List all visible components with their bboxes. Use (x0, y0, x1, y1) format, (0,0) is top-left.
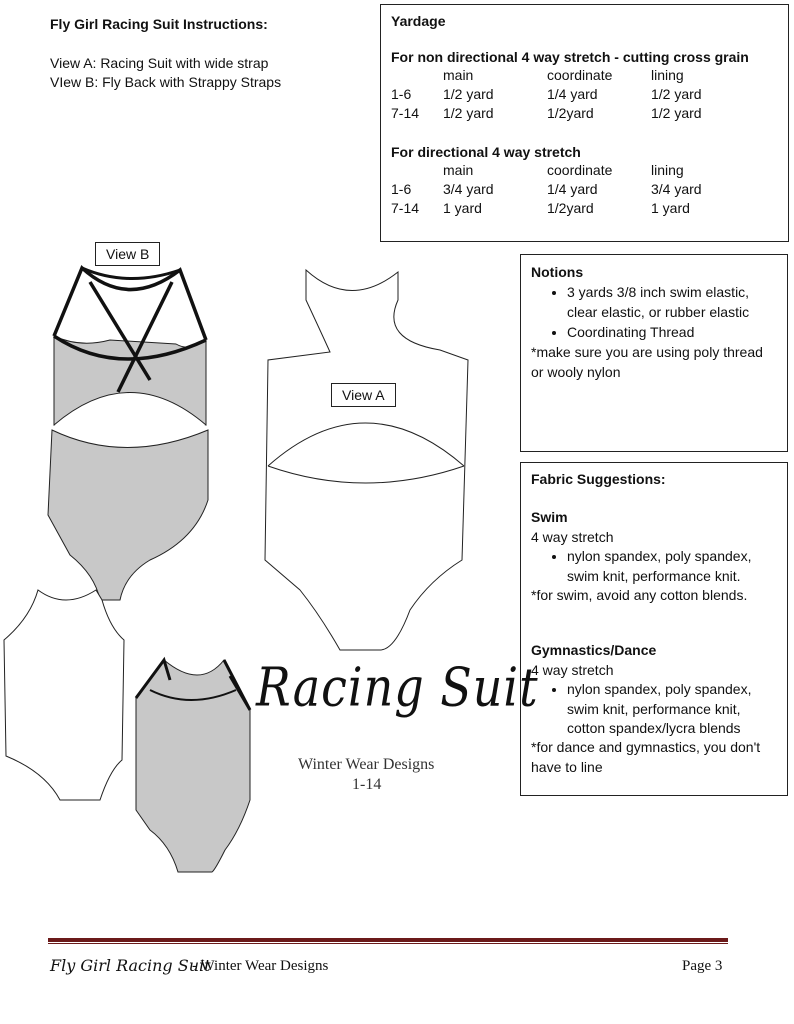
dance-list (531, 680, 777, 738)
table-header-cell: coordinate (547, 67, 613, 83)
notions-box (520, 254, 788, 452)
table-cell: 1/2 yard (443, 86, 494, 102)
notions-note: *make sure you are using poly thread or wooly nylon (531, 344, 763, 380)
table-header-cell: lining (651, 67, 684, 83)
notions-heading: Notions (531, 264, 584, 280)
notions-list (531, 282, 777, 342)
table-cell: 1-6 (391, 181, 412, 197)
dance-note: *for dance and gymnastics, you don't have to line (531, 739, 761, 775)
footer-rule-thin (48, 943, 728, 944)
swim-list (531, 547, 777, 586)
table-row (391, 181, 761, 200)
table-cell: 1/2 yard (651, 105, 702, 121)
footer-rule (48, 938, 728, 942)
list-item: • nylon spandex, poly spandex, swim knit, performance knit. (567, 547, 777, 586)
table-row (391, 105, 761, 124)
table-header-cell: lining (651, 162, 684, 178)
front-pattern-illustration (4, 590, 124, 800)
table-cell: 1/4 yard (547, 181, 598, 197)
table-row (391, 200, 761, 219)
page-title: Fly Girl Racing Suit Instructions: (50, 16, 268, 32)
view-a-description: View A: Racing Suit with wide strap (50, 55, 269, 71)
table-cell: 1/2yard (547, 105, 594, 121)
table-cell: 1-6 (391, 86, 412, 102)
dance-subheading: 4 way stretch (531, 661, 614, 678)
view-b-illustration (48, 268, 208, 600)
table-cell: 7-14 (391, 105, 420, 121)
footer-company: - Winter Wear Designs (192, 958, 329, 974)
brand-sizes: 1-14 (352, 776, 382, 793)
table-cell: 1 yard (443, 200, 482, 216)
view-a-label: View A (331, 383, 396, 407)
view-a-illustration (265, 270, 468, 650)
yardage-nondirectional-table (391, 67, 761, 124)
table-header-cell: coordinate (547, 162, 613, 178)
yardage-directional-table (391, 162, 761, 219)
view-b-label: View B (95, 242, 160, 266)
page-number: Page 3 (682, 958, 723, 974)
swim-heading: Swim (531, 509, 568, 526)
yardage-directional-heading: For directional 4 way stretch (391, 144, 581, 160)
table-row (391, 86, 761, 105)
yardage-nondirectional-heading: For non directional 4 way stretch - cutting cross grain (391, 49, 749, 65)
table-cell: 3/4 yard (443, 181, 494, 197)
list-item: • Coordinating Thread (567, 322, 777, 342)
brand-company: Winter Wear Designs (298, 756, 435, 773)
view-b-description: VIew B: Fly Back with Strappy Straps (50, 74, 282, 90)
brand-logo-script: Racing Suit (256, 656, 539, 719)
table-header-row (391, 162, 761, 181)
table-cell: 1/2 yard (651, 86, 702, 102)
view-list (50, 54, 281, 92)
table-cell: 7-14 (391, 200, 420, 216)
dance-heading: Gymnastics/Dance (531, 642, 657, 659)
yardage-box (380, 4, 789, 242)
table-header-cell: main (443, 67, 474, 83)
table-cell: 1/2 yard (443, 105, 494, 121)
table-cell: 1/2yard (547, 200, 594, 216)
footer-logo-script: Fly Girl Racing Suit (50, 956, 211, 975)
table-header-cell: main (443, 162, 474, 178)
swim-note: *for swim, avoid any cotton blends. (531, 587, 748, 604)
swim-subheading: 4 way stretch (531, 528, 614, 545)
yardage-heading: Yardage (391, 13, 446, 29)
table-cell: 1 yard (651, 200, 690, 216)
fabric-heading: Fabric Suggestions: (531, 471, 666, 487)
table-cell: 3/4 yard (651, 181, 702, 197)
table-header-cell (391, 67, 443, 86)
table-cell: 1/4 yard (547, 86, 598, 102)
table-header-cell (391, 162, 443, 181)
list-item: • nylon spandex, poly spandex, swim knit, performance knit, cotton spandex/lycra blends (567, 680, 777, 738)
list-item: • 3 yards 3/8 inch swim elastic, clear elastic, or rubber elastic (567, 282, 777, 322)
table-header-row (391, 67, 761, 86)
gray-suit-illustration (136, 660, 250, 872)
fabric-box (520, 462, 788, 796)
